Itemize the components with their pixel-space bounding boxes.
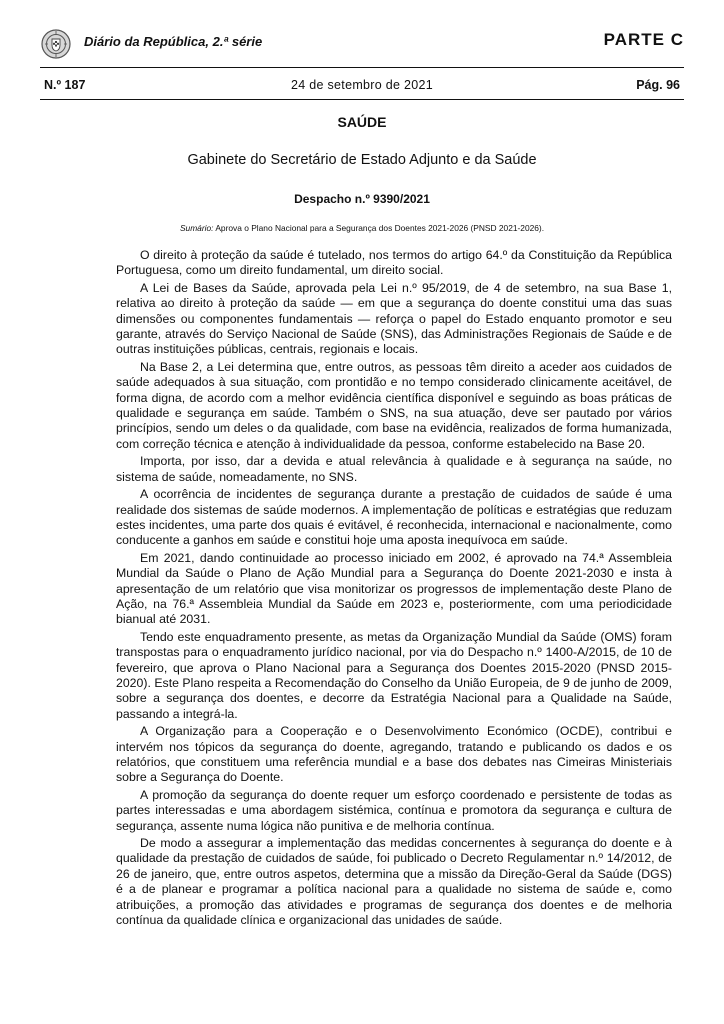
summary-text: Aprova o Plano Nacional para a Segurança dos Doentes 2021-2026 (PNSD 2021-2026). <box>215 223 545 233</box>
page-number: Pág. 96 <box>636 78 680 92</box>
issue-date: 24 de setembro de 2021 <box>290 78 434 92</box>
paragraph: A Lei de Bases da Saúde, aprovada pela Lei n.º 95/2019, de 4 de setembro, na sua Base 1, relativa ao direito à proteção da saúde — em que a segurança do doente constitui uma das suas dimensões ou componentes fundamentais — reforça o papel do Estado enquanto promotor e seu garante, através do Serviço Nacional de Saúde (SNS), das Administrações Regionais de Saúde e de outras instituições públicas, centrais, regionais e locais. <box>116 280 672 357</box>
journal-title: Diário da República, 2.ª série <box>84 34 263 49</box>
summary-label: Sumário: <box>179 223 214 233</box>
paragraph: De modo a assegurar a implementação das medidas concernentes à segurança do doente e à qualidade da prestação de cuidados de saúde, foi publicado o Decreto Regulamentar n.º 14/2012, de 26 de janeiro, que, entre outros aspetos, determina que a missão da Direção-Geral da Saúde (DGS) é a de planear e programar a política nacional para a qualidade no sistema de saúde e, como atribuições, a promoção das atividades e programas de segurança dos doentes e de melhoria contínua da qualidade clínica e organizacional das unidades de saúde. <box>116 836 672 928</box>
paragraph: Na Base 2, a Lei determina que, entre outros, as pessoas têm direito a aceder aos cuidados de saúde adequados à sua situação, com prontidão e no tempo considerado clinicamente aceitável, de forma digna, de acordo com a melhor evidência científica disponível e seguindo as boas práticas de qualidade e segurança em saúde. Também o SNS, na sua atuação, deve ser pautado por vários princípios, sendo um deles o da qualidade, com base na evidência, realizados de forma humanizada, com correção técnica e atenção à individualidade da pessoa, conforme estabelecido na Base 20. <box>116 359 672 451</box>
document-body <box>116 248 672 930</box>
paragraph: O direito à proteção da saúde é tutelado, nos termos do artigo 64.º da Constituição da República Portuguesa, como um direito fundamental, um direito social. <box>116 248 672 278</box>
parte-label: PARTE C <box>603 30 684 49</box>
paragraph: Importa, por isso, dar a devida e atual relevância à qualidade e à segurança na saúde, no sistema de saúde, nomeadamente, no SNS. <box>116 454 672 484</box>
section-title: SAÚDE <box>337 114 387 130</box>
paragraph: A ocorrência de incidentes de segurança durante a prestação de cuidados de saúde é uma realidade dos sistemas de saúde modernos. A implementação de políticas e estratégias que reduzam estes incidentes, uma parte dos quais é evitável, é reconhecida, internacional e nacionalmente, como conducente a ganhos em saúde e constitui hoje uma aposta inequívoca em saúde. <box>116 487 672 548</box>
paragraph: A promoção da segurança do doente requer um esforço coordenado e persistente de todas as partes interessadas e uma abordagem sistémica, contínua e promotora da segurança e cultura de segurança, assente numa lógica não punitiva e de melhoria contínua. <box>116 787 672 833</box>
paragraph: A Organização para a Cooperação e o Desenvolvimento Económico (OCDE), contribui e intervém nos tópicos da segurança do doente, agregando, tratando e publicando os dados e os relatórios, que constituem uma referência mundial e a base dos debates nas Cimeiras Ministeriais sobre a Segurança do Doente. <box>116 724 672 785</box>
office-title: Gabinete do Secretário de Estado Adjunto e da Saúde <box>187 152 537 168</box>
despacho-title: Despacho n.º 9390/2021 <box>294 192 430 206</box>
page-header <box>40 24 684 64</box>
republic-emblem-icon <box>40 28 72 60</box>
paragraph: Em 2021, dando continuidade ao processo iniciado em 2002, é aprovado na 74.ª Assembleia Mundial da Saúde o Plano de Ação Mundial para a Segurança do Doente 2021-2030 e insta à apresentação de um relatório que visa monitorizar os progressos de implementação deste Plano de Ação, na 76.ª Assembleia Mundial da Saúde em 2023 e, posteriormente, com uma periodicidade bianual até 2031. <box>116 550 672 627</box>
issue-number: N.º 187 <box>44 78 86 92</box>
summary <box>40 223 684 233</box>
header-divider <box>40 67 684 68</box>
meta-divider <box>40 99 684 100</box>
issue-meta <box>44 78 680 94</box>
paragraph: Tendo este enquadramento presente, as metas da Organização Mundial da Saúde (OMS) foram transpostas para o enquadramento jurídico nacional, por via do Despacho n.º 1400-A/2015, de 10 de fevereiro, que aprova o Plano Nacional para a Segurança dos Doentes 2015-2020 (PNSD 2015-2020). Este Plano respeita a Recomendação do Conselho da União Europeia, de 9 de junho de 2009, sobre a segurança dos doentes, e decorre da Estratégia Nacional para a Qualidade na Saúde, passando a integrá-la. <box>116 629 672 721</box>
